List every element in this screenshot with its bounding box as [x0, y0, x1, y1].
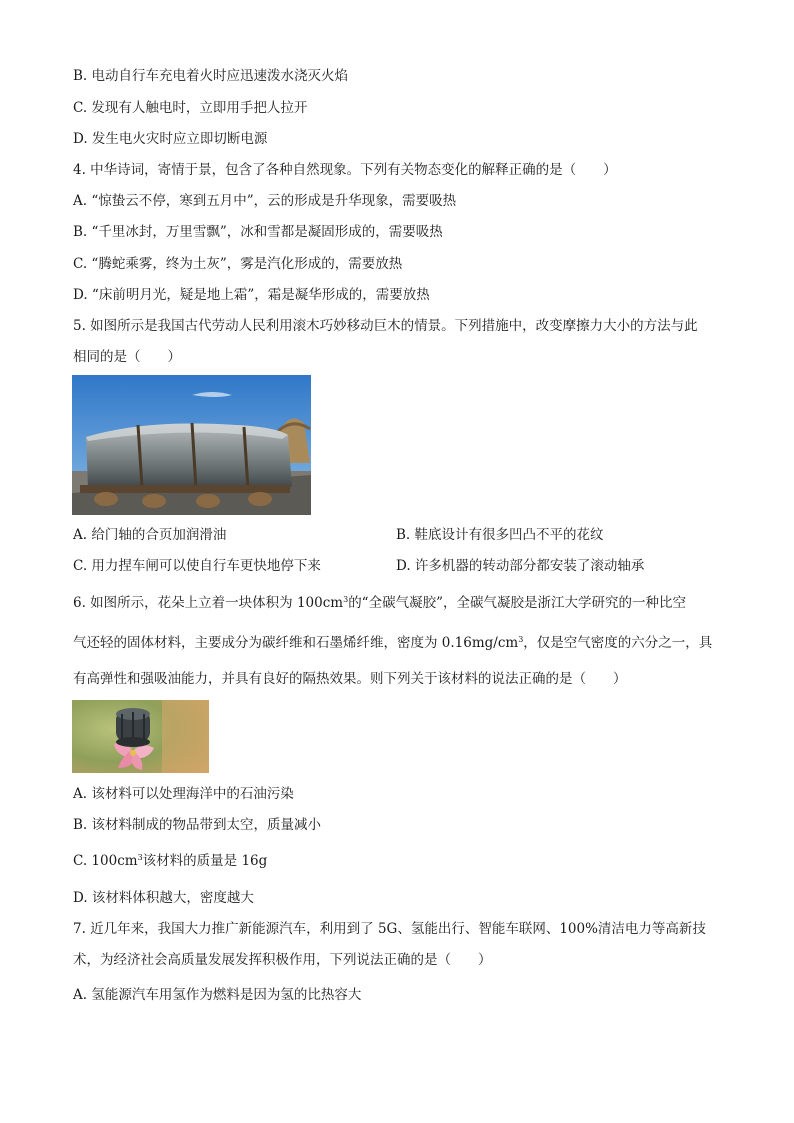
line-q3-option-d: D. 发生电火灾时应立即切断电源	[73, 131, 268, 147]
line-q3-option-b: B. 电动自行车充电着火时应迅速泼水浇灭火焰	[73, 68, 349, 84]
question-5-option-b: B. 鞋底设计有很多凹凸不平的花纹	[396, 527, 604, 543]
question-7-stem-line-1: 7. 近几年来，我国大力推广新能源汽车，利用到了 5G、氢能出行、智能车联网、100%清洁电力等高新技	[73, 921, 706, 937]
question-6-option-a: A. 该材料可以处理海洋中的石油污染	[73, 786, 294, 802]
superscript-3: 3	[518, 635, 524, 644]
aerogel-photo-illustration	[72, 700, 209, 773]
question-4-option-a: A. “惊蛰云不停，寒到五月中”，云的形成是升华现象，需要吸热	[73, 193, 457, 209]
question-5-option-c: C. 用力捏车闸可以使自行车更快地停下来	[73, 558, 321, 574]
superscript-3: 3	[137, 853, 143, 862]
question-6-stem-line-2	[73, 634, 712, 652]
question-6-option-b: B. 该材料制成的物品带到太空，质量减小	[73, 817, 322, 833]
question-4-option-c: C. “腾蛇乘雾，终为土灰”，雾是汽化形成的，需要放热	[73, 256, 403, 272]
question-4-option-b: B. “千里冰封，万里雪飘”，冰和雪都是凝固形成的，需要吸热	[73, 224, 443, 240]
q6-option-c-part-b: 该材料的质量是 16g	[142, 853, 268, 869]
q6-stem-1-part-a: 6. 如图所示，花朵上立着一块体积为 100cm	[73, 595, 344, 611]
line-q3-option-c: C. 发现有人触电时，立即用手把人拉开	[73, 100, 308, 116]
q6-stem-1-part-b: 的“全碳气凝胶”，全碳气凝胶是浙江大学研究的一种比空	[348, 595, 686, 611]
question-7-option-a: A. 氢能源汽车用氢作为燃料是因为氢的比热容大	[73, 987, 362, 1003]
q6-option-c-part-a: C. 100cm	[73, 853, 138, 869]
question-5-stem-line-1: 5. 如图所示是我国古代劳动人民利用滚木巧妙移动巨木的情景。下列措施中，改变摩擦力大小的方法与此	[73, 318, 698, 334]
question-5-option-a: A. 给门轴的合页加润滑油	[73, 527, 227, 543]
question-6-stem-line-1	[73, 594, 686, 612]
stone-photo-illustration	[72, 375, 311, 515]
stone-on-rollers-photo	[72, 375, 311, 515]
q6-stem-2-part-b: ，仅是空气密度的六分之一，具	[523, 635, 713, 651]
q6-stem-2-part-a: 气还轻的固体材料，主要成分为碳纤维和石墨烯纤维，密度为 0.16mg/cm	[73, 635, 519, 651]
superscript-3: 3	[343, 595, 349, 604]
question-7-stem-line-2: 术，为经济社会高质量发展发挥积极作用，下列说法正确的是（ ）	[73, 952, 492, 968]
question-6-option-d: D. 该材料体积越大，密度越大	[73, 890, 254, 906]
question-6-option-c	[73, 852, 267, 870]
question-4-stem: 4. 中华诗词，寄情于景，包含了各种自然现象。下列有关物态变化的解释正确的是（ ）	[73, 162, 617, 178]
question-5-option-d: D. 许多机器的转动部分都安装了滚动轴承	[396, 558, 645, 574]
question-4-option-d: D. “床前明月光，疑是地上霜”，霜是凝华形成的，需要放热	[73, 287, 430, 303]
question-6-stem-line-3: 有高弹性和强吸油能力，并具有良好的隔热效果。则下列关于该材料的说法正确的是（ ）	[73, 671, 627, 687]
aerogel-on-flower-photo	[72, 700, 209, 773]
question-5-stem-line-2: 相同的是（ ）	[73, 349, 181, 365]
